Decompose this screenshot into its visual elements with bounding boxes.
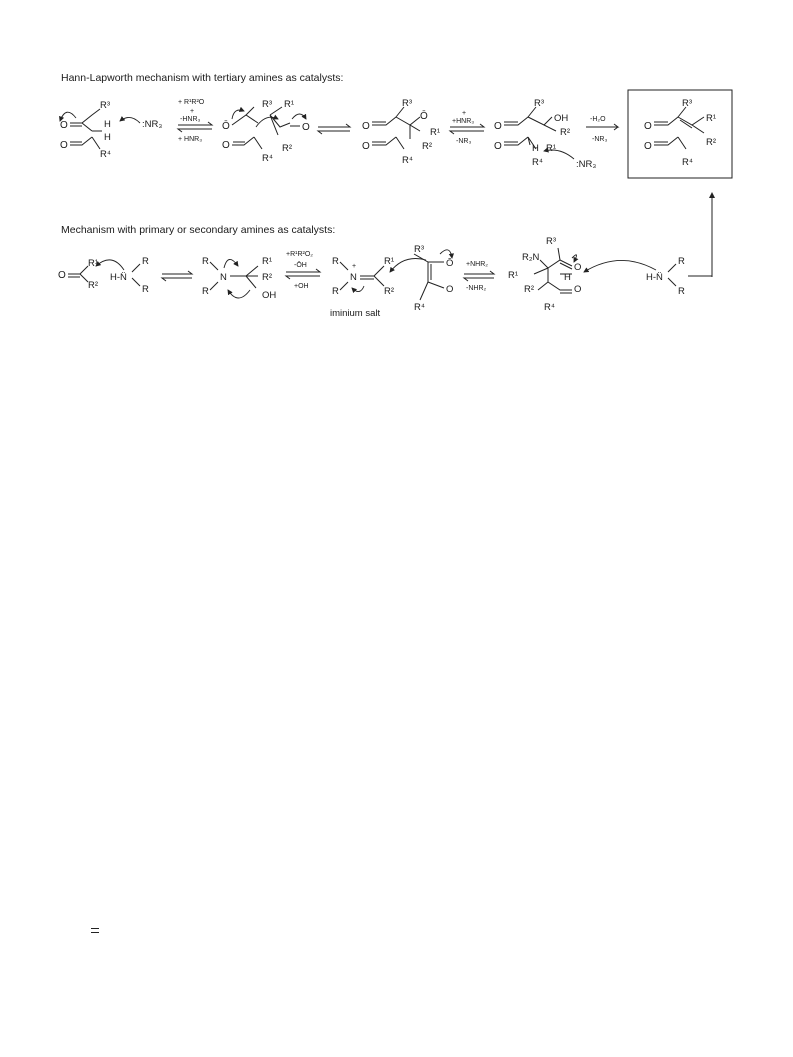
bond-line — [70, 126, 82, 142]
bond-line — [120, 117, 140, 123]
bond-line — [464, 278, 494, 281]
bond-line — [340, 262, 384, 290]
arrow-bottom-label: -NHR₂ — [466, 285, 487, 292]
bond-line — [390, 259, 426, 273]
arrow-top-label: +R¹R²O₂ — [286, 251, 314, 258]
dialkylamino-label: R₂N — [522, 252, 540, 263]
r-label: R — [678, 256, 685, 267]
r-label: R — [678, 286, 685, 297]
enolate-oxygen-label: Ō — [446, 258, 454, 269]
hydrogen-label: H — [104, 132, 111, 143]
r-label: R — [142, 284, 149, 295]
r1-label: R¹ — [262, 256, 273, 267]
oxygen-label: O — [574, 262, 582, 273]
hydrogen-label: H — [104, 119, 111, 130]
bond-line — [162, 271, 192, 274]
arrow-top-label: + — [462, 110, 467, 117]
r3-label: R³ — [100, 100, 111, 111]
r2-label: R² — [282, 143, 293, 154]
alkoxide-oxygen-label: Ō — [420, 111, 428, 122]
bond-line — [586, 124, 618, 130]
r2-label: R² — [88, 280, 99, 291]
arrow-top-label: + R¹R²O — [178, 99, 205, 106]
r4-label: R⁴ — [414, 302, 425, 313]
r1-label: R¹ — [88, 258, 99, 269]
bond-line — [372, 107, 420, 149]
equilibrium-arrow-3 — [162, 271, 192, 281]
oxygen-label: O — [644, 121, 652, 132]
r1-label: R¹ — [546, 143, 557, 154]
r2-label: R² — [560, 127, 571, 138]
r3-label: R³ — [414, 244, 425, 255]
bond-line — [96, 260, 124, 270]
bond-line — [162, 278, 192, 281]
bond-line — [228, 290, 250, 298]
r-label: R — [332, 286, 339, 297]
frame-rect — [628, 90, 732, 178]
bond-line — [178, 129, 212, 132]
arrow-bottom-label: -NR₃ — [592, 136, 608, 143]
arrow-bottom-label: + HNR₃ — [178, 136, 203, 143]
scheme-2-heading: Mechanism with primary or secondary amines as catalysts: — [61, 224, 336, 236]
hydrogen-label: H — [532, 143, 539, 154]
elimination-arrow — [586, 116, 618, 143]
oxygen-label: O — [494, 121, 502, 132]
arrow-top-label: -H₂O — [590, 116, 606, 123]
bond-line — [210, 262, 258, 290]
bond-line — [668, 264, 676, 286]
scheme-1-heading: Hann-Lapworth mechanism with tertiary amines as catalysts: — [61, 72, 344, 84]
arrow-mid-label: + — [190, 108, 195, 115]
arrow-mid-label: -ŌH — [294, 262, 307, 269]
hydroxyl-label: OH — [554, 113, 569, 124]
equals-mark — [91, 928, 99, 933]
oxygen-label: O — [60, 120, 68, 131]
amine-catalysis-scheme — [0, 232, 793, 322]
molecule-free-amine — [584, 256, 712, 297]
bond-line — [450, 131, 484, 134]
bond-line — [286, 269, 320, 272]
plus-charge: + — [352, 263, 357, 270]
nr3-base-label: :NR₃ — [576, 159, 597, 170]
bond-line — [584, 260, 656, 272]
r4-label: R⁴ — [682, 157, 693, 168]
equilibrium-arrow-4 — [286, 251, 320, 290]
bond-line — [572, 255, 577, 262]
arrow-mid-label: +HNR₃ — [452, 118, 475, 125]
bond-line — [352, 286, 364, 292]
r1-label: R¹ — [384, 256, 395, 267]
r2-label: R² — [706, 137, 717, 148]
r2-label: R² — [524, 284, 535, 295]
r3-label: R³ — [546, 236, 557, 247]
r4-label: R⁴ — [100, 149, 111, 160]
r3-label: R³ — [262, 99, 273, 110]
bond-line — [318, 131, 350, 134]
bond-line — [68, 266, 88, 282]
r1-label: R¹ — [284, 99, 295, 110]
r3-label: R³ — [534, 98, 545, 109]
bond-line — [233, 126, 300, 142]
bond-line — [292, 114, 306, 119]
bond-line — [318, 124, 350, 127]
bond-line — [654, 120, 692, 142]
r2-label: R² — [422, 141, 433, 152]
bond-line — [70, 109, 102, 149]
enolate-oxygen-label: Ō — [222, 121, 230, 132]
r1-label: R¹ — [508, 270, 519, 281]
r1-label: R¹ — [430, 127, 441, 138]
oxygen-label: O — [644, 141, 652, 152]
bond-line — [440, 250, 452, 258]
nitrogen-label: N — [220, 272, 227, 283]
bond-line — [464, 271, 494, 274]
r3-label: R³ — [402, 98, 413, 109]
r4-label: R⁴ — [532, 157, 543, 168]
nr3-attack-label: :NR₃ — [142, 119, 163, 130]
oxygen-label: O — [574, 284, 582, 295]
oxygen-label: O — [362, 141, 370, 152]
oxygen-label: O — [446, 284, 454, 295]
hydroxyl-label: OH — [262, 290, 277, 301]
iminium-salt-caption: iminium salt — [330, 308, 381, 319]
oxygen-label: O — [222, 140, 230, 151]
arrow-bottom-label: -NR₃ — [456, 138, 472, 145]
oxygen-label: O — [362, 121, 370, 132]
bond-line — [224, 259, 238, 268]
hydrogen-label: H — [564, 272, 571, 283]
amine-hn-label: H-N̈ — [110, 272, 127, 283]
r1-label: R¹ — [706, 113, 717, 124]
bond-line — [534, 248, 572, 290]
r3-label: R³ — [682, 98, 693, 109]
molecule-alkoxide — [362, 98, 440, 166]
amine-hn-label: H-N̈ — [646, 272, 663, 283]
product-box — [628, 90, 732, 178]
r4-label: R⁴ — [262, 153, 273, 164]
equilibrium-arrow-1 — [178, 99, 212, 143]
molecule-diketone-start — [60, 100, 162, 160]
oxygen-label: O — [60, 140, 68, 151]
bond-line — [654, 107, 704, 149]
r4-label: R⁴ — [402, 155, 413, 166]
molecule-iminium-enolate — [330, 244, 453, 319]
r-label: R — [202, 256, 209, 267]
molecule-hemiaminal — [202, 256, 276, 301]
molecule-carbonyl-amine — [58, 256, 149, 295]
r2-label: R² — [384, 286, 395, 297]
oxygen-label: O — [58, 270, 66, 281]
arrow-bottom-label: +OH — [294, 283, 309, 290]
r-label: R — [332, 256, 339, 267]
oxygen-label: O — [494, 141, 502, 152]
oxygen-label: O — [302, 122, 310, 133]
r2-label: R² — [262, 272, 273, 283]
r4-label: R⁴ — [544, 302, 555, 313]
molecule-enolate — [222, 99, 310, 164]
molecule-hydroxy-adduct — [494, 98, 596, 170]
r-label: R — [202, 286, 209, 297]
bond-line — [132, 264, 140, 286]
bond-line — [286, 276, 320, 279]
equilibrium-arrow-plain — [318, 124, 350, 134]
equilibrium-arrow-5 — [464, 261, 494, 292]
r-label: R — [142, 256, 149, 267]
arrow-mid2-label: -HNR₃ — [180, 116, 201, 123]
bond-line — [414, 254, 444, 300]
iminium-nitrogen-label: N — [350, 272, 357, 283]
arrow-top-label: +NHR₂ — [466, 261, 488, 268]
molecule-amino-adduct — [508, 236, 581, 313]
equilibrium-arrow-2 — [450, 110, 484, 145]
